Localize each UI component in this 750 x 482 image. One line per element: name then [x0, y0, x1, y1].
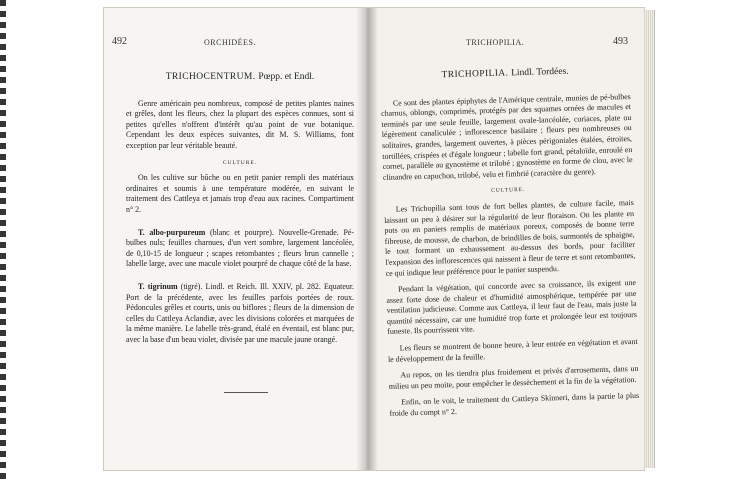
right-page [366, 8, 644, 470]
culture-heading: CULTURE. [222, 159, 258, 166]
genus-name: TRICHOPILIA. [441, 68, 509, 81]
culture-heading: CULTURE. [491, 187, 526, 195]
running-head: TRICHOPILIA. [466, 38, 525, 47]
species-entry-albo-purpureum [126, 228, 354, 270]
genus-name: TRICHOCENTRUM. [165, 72, 256, 82]
species-name: T. albo-purpureum [138, 227, 206, 237]
species-note: (blanc et pourpre). [209, 227, 274, 237]
section-end-rule [224, 392, 268, 393]
culture-paragraph: Pendant la végétation, qui concorde avec sa croissance, ils exigent une assez forte dose de chaleur et d'humidité atmosphérique, tempérée par une ventilation judicieuse. Comme aux Cattleya, il leur faut de l'eau, mais juste la quantité nécessaire, car une humidité trop forte et prolongée leur est toujours funeste. Ils pourrissent vite. [386, 278, 637, 337]
left-page-content [126, 72, 354, 345]
right-page-content [380, 65, 640, 425]
species-description: Equateur. Port de la précédente, avec les feuilles parfois portées de roux. Pédoncules grêles et courts, unis ou biflores ; fleurs de la dimension de celles du Cattleya Aclandiæ, avec les divisions colorées et marquées de la même manière. Le labelle très-grand, étalé en éventail, est blanc pur, avec la base d'un beau violet, divisée par une macule jaune orangé. [126, 281, 354, 344]
scan-border [0, 0, 6, 482]
genus-intro: Genre américain peu nombreux, composé de petites plantes naines et grêles, dont les fleurs, chez la plupart des espèces connues, sont si petites qu'elles n'offrent d'intérêt qu'au point de vue botanique. Cependant les deux espèces suivantes, dit M. S. Williams, font exception par leur véritable beauté. [126, 98, 354, 150]
species-entry-tigrinum [126, 282, 354, 346]
species-description: Nouvelle-Grenade. Pé-bulbes nuls; feuilles charnues, d'un vert sombre, largement lancéolée, de 0,10-15 de longueur ; scapes retombantes ; fleurs brun cannelle ; labelle large, avec une macule violet pourpré de chaque côté de la base. [126, 227, 354, 269]
species-note: (tigré). Lindl. et Reich. Ill. XXIV, pl. 282. [180, 281, 321, 291]
genus-authority: Lindl. Tordées. [511, 66, 569, 79]
genus-authority: Pœpp. et Endl. [258, 72, 315, 82]
left-page [104, 8, 366, 470]
page-fore-edge [644, 10, 654, 468]
book-gutter [356, 8, 378, 470]
culture-paragraph: Les fleurs se montrent de bonne heure, à leur entrée en végétation et avant le développement de la feuille. [387, 336, 638, 364]
species-name: T. tigrinum [138, 281, 178, 291]
culture-paragraph: Au repos, on les tiendra plus froidement et privés d'arrosements, dans un milieu un peu moite, pour empêcher le dessèchement et la fin de la végétation. [388, 364, 639, 391]
book-spread [104, 8, 644, 470]
page-number: 492 [112, 36, 127, 47]
running-head: ORCHIDÉES. [204, 38, 256, 47]
genus-heading [126, 72, 354, 83]
culture-text: On les cultive sur bûche ou en petit panier rempli des matériaux ordinaires et soumis à une température modérée, en suivant le traitement des Cattleya et jamais trop d'eau aux racines. Compartiment n° 2. [126, 173, 354, 214]
genus-heading [380, 65, 630, 83]
genus-description: Ce sont des plantes épiphytes de l'Amérique centrale, munies de pé-bulbes charnus, oblongs, comprimés, protégés par des squames ornées de macules et terminés par une seule feuille, largement ovale-lancéolée, coriaces, plate ou légèrement canaliculée ; inflorescence basilaire ; fleurs peu nombreuses ou solitaires, grandes, largement ouvertes, à pièces périgoniales étalées, étroites, tortillées, crispées et d'égale longueur ; labelle fort grand, pétaloïde, enroulé en cornet, parallèle au gynostème et trilobé ; gynostème en forme de clou, avec le clinandre en capuchon, trilobé, velu et fimbrié (caractère du genre). [381, 91, 633, 182]
culture-paragraph: Enfin, on le voit, le traitement du Cattleya Skinneri, dans la partie la plus froide du compt n° 2. [389, 391, 640, 418]
page-number: 493 [613, 36, 628, 47]
culture-paragraph: Les Trichopilia sont tous de fort belles plantes, de culture facile, mais laissant un peu à désirer sur la régularité de leur floraison. On les plante en pots ou en paniers remplis de matériaux poreux, composés de bonne terre fibreuse, de mousse, de charbon, de brindilles de bois, surmontés de sphaigne, le tout formant un exhaussement au-dessus des bords, pour faciliter l'expansion des inflorescences qui naissent à fleur de terre et sont retombantes, ce qui indique leur préférence pour le panier suspendu. [384, 197, 636, 278]
